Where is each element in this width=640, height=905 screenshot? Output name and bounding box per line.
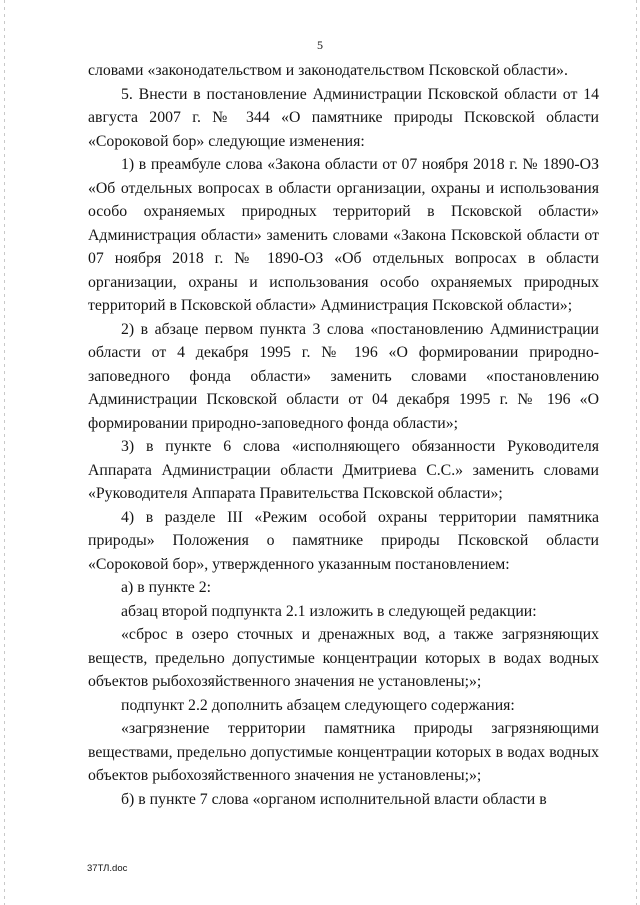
paragraph-7: а) в пункте 2: [121, 579, 212, 596]
paragraph-6: 4) в разделе III «Режим особой охраны территории памятника природы» Положения о памятнике природы Псковской области «Сороковой бор», утвержденного указанным постановлением: [88, 508, 599, 573]
paragraph-8: абзац второй подпункта 2.1 изложить в следующей редакции: [121, 602, 537, 620]
paragraph-1: словами «законодательством и законодательством Псковской области». [88, 62, 568, 79]
paragraph-5: 3) в пункте 6 слова «исполняющего обязанности Руководителя Аппарата Администрации области Дмитриева С.С.» заменить словами «Руководителя Аппарата Правительства Псковской области»; [88, 438, 599, 502]
paragraph-11: «загрязнение территории памятника природы загрязняющими веществами, предельно допустимые концентрации которых в водах водных объектов рыбохозяйственного значения не установлены;»; [88, 720, 599, 784]
paragraph-3: 1) в преамбуле слова «Закона области от 07 ноября 2018 г. № 1890-ОЗ «Об отдельных вопросах в области организации, охраны и использования особо охраняемых природных территорий в Псковской области» Администрация области» заменить словами «Закона Псковской области от 07 ноября 2018 г. № 1890-ОЗ «Об отдельных вопросах в области организации, охраны и использования особо охраняемых природных территорий в Псковской области» Администрация Псковской области»; [88, 156, 599, 314]
footer-file-name: 37ТЛ.doc [87, 863, 128, 874]
page-edge-left [4, 0, 5, 905]
paragraph-9: «сброс в озеро сточных и дренажных вод, а также загрязняющих веществ, предельно допустимые концентрации которых в водах водных объектов рыбохозяйственного значения не установлены;»; [88, 626, 599, 690]
paragraph-12: б) в пункте 7 слова «органом исполнительной власти области в [121, 790, 547, 808]
document-body [88, 59, 599, 811]
page-edge-right [636, 0, 637, 905]
paragraph-10: подпункт 2.2 дополнить абзацем следующего содержания: [121, 696, 515, 714]
paragraph-2: 5. Внести в постановление Администрации Псковской области от 14 августа 2007 г. № 344 «О памятнике природы Псковской области «Сороковой бор» следующие изменения: [88, 85, 599, 150]
paragraph-4: 2) в абзаце первом пункта 3 слова «постановлению Администрации области от 4 декабря 1995 г. № 196 «О формировании природно-заповедного фонда области» заменить словами «постановлению Администрации Псковской области от 04 декабря 1995 г. № 196 «О формировании природно-заповедного фонда области»; [88, 320, 599, 432]
page-number: 5 [317, 38, 323, 52]
